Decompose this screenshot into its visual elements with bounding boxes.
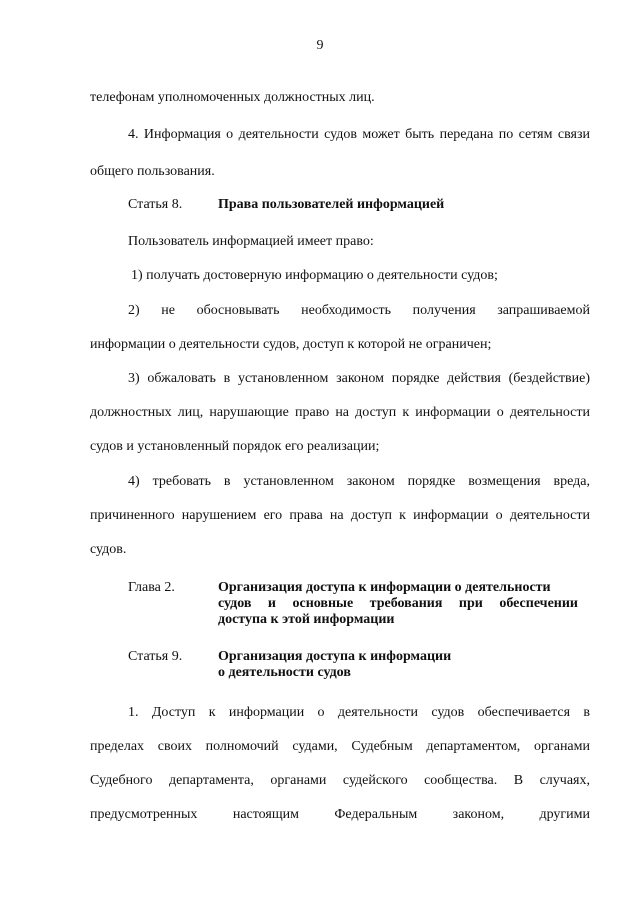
article-8-label: Статья 8.: [128, 197, 183, 212]
chapter-2-label: Глава 2.: [128, 580, 175, 595]
list-item-3: 3) обжаловать в установленном законом порядке действия (бездействие): [128, 371, 590, 386]
list-item-4: 4) требовать в установленном законом порядке возмещения вреда,: [128, 474, 590, 489]
chapter-2-title-line: доступа к этой информации: [218, 612, 395, 627]
paragraph-line: Пользователь информацией имеет право:: [128, 234, 374, 249]
paragraph-line: причиненного нарушением его права на доступ к информации о деятельности: [90, 508, 590, 523]
chapter-2-title-line: судов и основные требования при обеспечении: [218, 596, 578, 611]
article-8-title-text: Права пользователей информацией: [218, 197, 445, 212]
article-9-title-line: о деятельности судов: [218, 665, 351, 680]
page-number: 9: [316, 38, 324, 53]
list-item-1: 1) получать достоверную информацию о деятельности судов;: [131, 268, 498, 283]
chapter-2-title: [218, 580, 578, 628]
paragraph-line: судов.: [90, 542, 127, 557]
paragraph-line: предусмотренных настоящим Федеральным законом, другими: [90, 807, 590, 822]
paragraph-line: информации о деятельности судов, доступ к которой не ограничен;: [90, 337, 492, 352]
paragraph-line: телефонам уполномоченных должностных лиц.: [90, 90, 375, 105]
article-9-label: Статья 9.: [128, 649, 183, 664]
chapter-2-title-line: Организация доступа к информации о деятельности: [218, 580, 551, 595]
paragraph-line: должностных лиц, нарушающие право на доступ к информации о деятельности: [90, 405, 590, 420]
article-9-title-line: Организация доступа к информации: [218, 649, 452, 664]
paragraph-line: Судебного департамента, органами судейского сообщества. В случаях,: [90, 773, 590, 788]
paragraph-line: судов и установленный порядок его реализации;: [90, 439, 380, 454]
paragraph-line: пределах своих полномочий судами, Судебным департаментом, органами: [90, 739, 590, 754]
paragraph-line: 1. Доступ к информации о деятельности судов обеспечивается в: [128, 705, 590, 720]
paragraph-line: 4. Информация о деятельности судов может быть передана по сетям связи: [128, 127, 590, 142]
list-item-2: 2) не обосновывать необходимость получения запрашиваемой: [128, 303, 590, 318]
article-8-title: [218, 197, 590, 213]
article-9-title: [218, 649, 590, 681]
paragraph-line: общего пользования.: [90, 164, 215, 179]
